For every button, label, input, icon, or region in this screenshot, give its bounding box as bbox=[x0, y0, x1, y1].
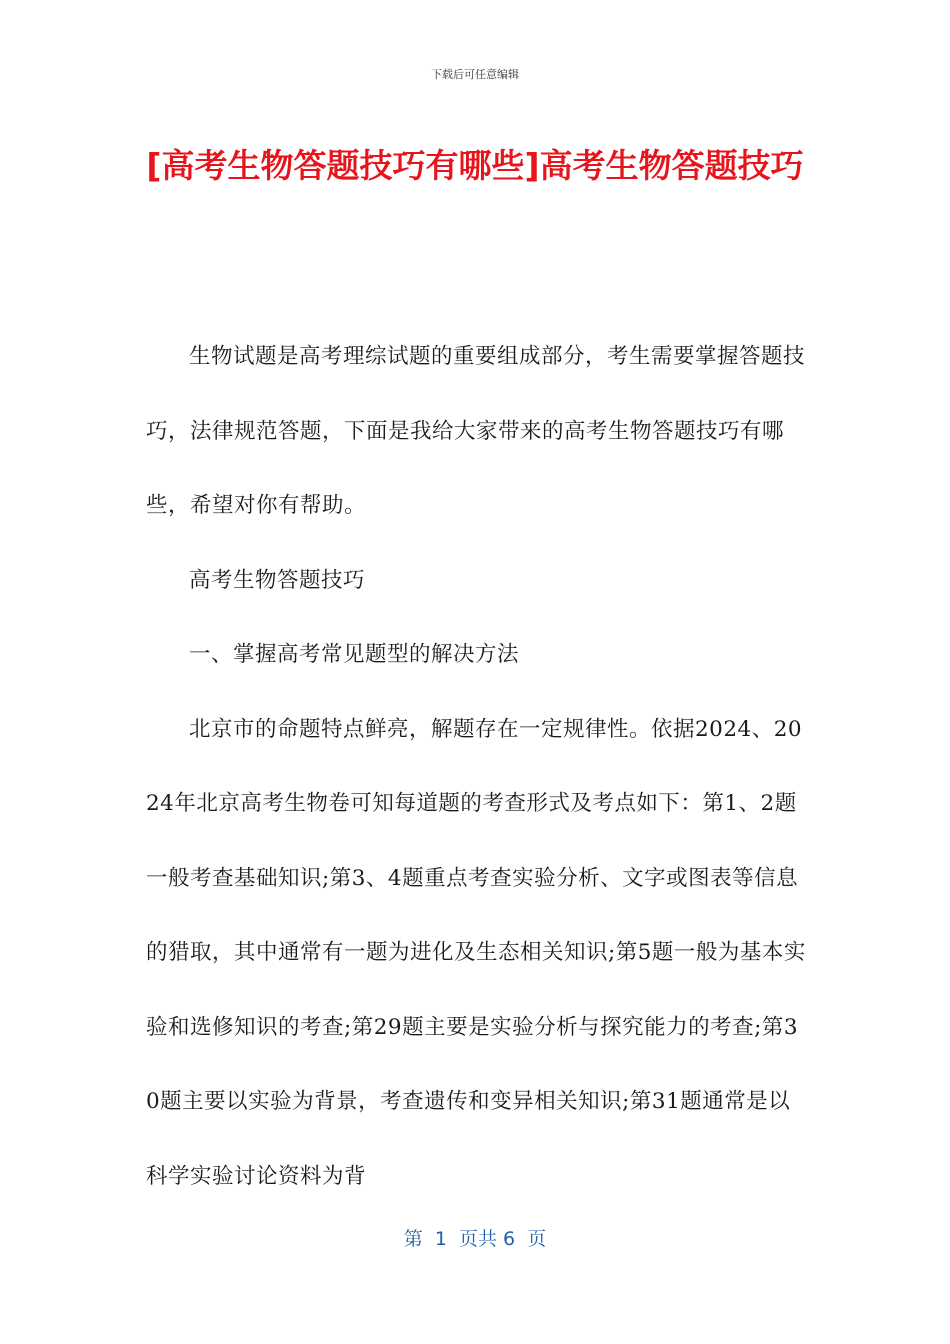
document-title: [高考生物答题技巧有哪些]高考生物答题技巧 bbox=[146, 146, 804, 185]
section-heading: 高考生物答题技巧 bbox=[189, 567, 366, 593]
subsection-heading: 一、掌握高考常见题型的解决方法 bbox=[189, 642, 520, 667]
paragraph-intro: 生物试题是高考理综试题的重要组成部分，考生需要掌握答题技巧，法律规范答题，下面是我给大家带来的高考生物答题技巧有哪些，希望对你有帮助。 bbox=[146, 344, 806, 518]
paragraph-beijing: 北京市的命题特点鲜亮，解题存在一定规律性。依据2024、2024年北京高考生物卷可知每道题的考查形式及考点如下：第1、2题一般考查基础知识;第3、4题重点考查实验分析、文字或图表等信息的猎取，其中通常有一题为进化及生态相关知识;第5题一般为基本实验和选修知识的考查;第29题主要是实验分析与探究能力的考查;第30题主要以实验为背景，考查遗传和变异相关知识;第31题通常是以科学实验讨论资料为背 bbox=[146, 716, 806, 1189]
header-note: 下载后可任意编辑 bbox=[431, 68, 519, 81]
document-body bbox=[146, 320, 806, 1214]
page-footer: 第 1 页共 6 页 bbox=[403, 1228, 547, 1250]
